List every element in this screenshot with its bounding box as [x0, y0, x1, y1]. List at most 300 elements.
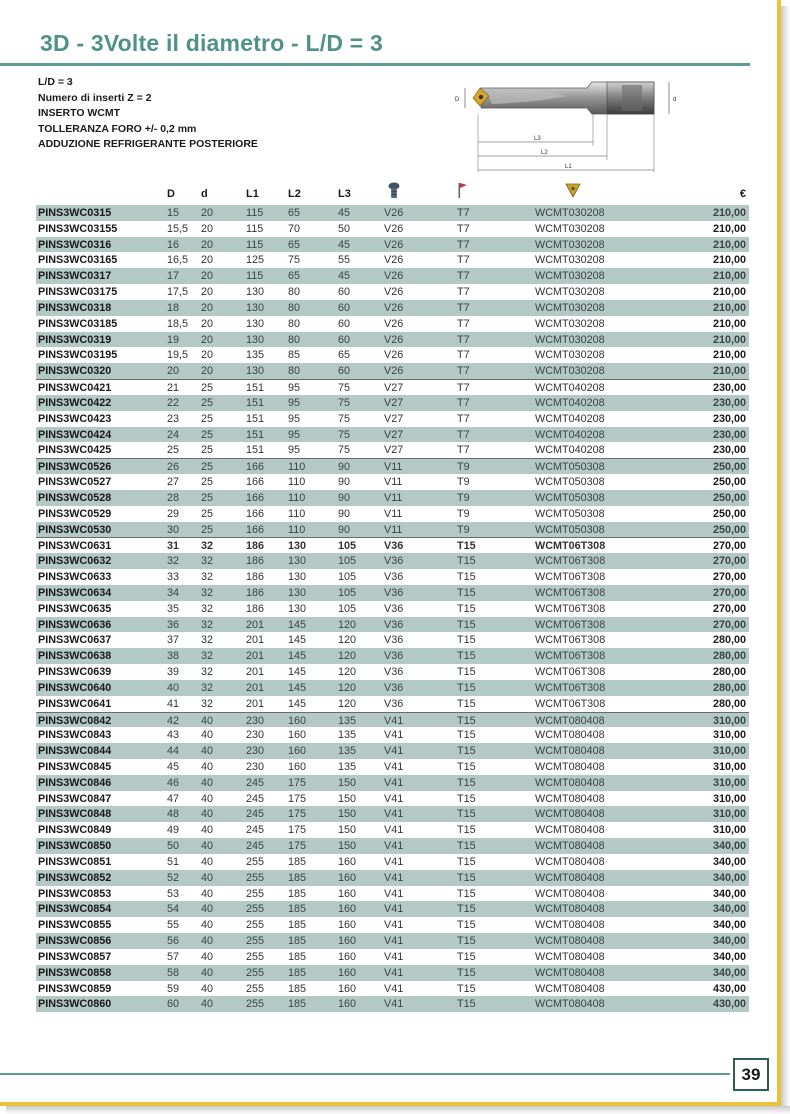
cell-l1: 135 [246, 349, 265, 362]
cell-d: 20 [201, 270, 214, 283]
cell-price: 210,00 [712, 301, 746, 314]
dim-label-l1: L1 [565, 164, 572, 170]
col-header-d: d [201, 188, 208, 200]
cell-insert: WCMT040208 [535, 396, 605, 409]
cell-price: 250,00 [712, 491, 746, 504]
cell-code: PINS3WC0846 [38, 776, 112, 789]
cell-insert: WCMT080408 [535, 840, 605, 853]
cell-screw: V41 [384, 966, 404, 979]
table-row [36, 316, 749, 332]
cell-key: T15 [457, 681, 476, 694]
cell-price: 250,00 [712, 507, 746, 520]
cell-insert: WCMT06T308 [535, 650, 606, 663]
cell-l1: 151 [246, 444, 265, 457]
cell-code: PINS3WC0634 [38, 586, 112, 599]
cell-price: 230,00 [712, 428, 746, 441]
cell-d: 40 [201, 935, 214, 948]
cell-insert: WCMT040208 [535, 382, 605, 395]
cell-code: PINS3WC0849 [38, 824, 112, 837]
spec-line: INSERTO WCMT [38, 107, 121, 120]
cell-l2: 160 [288, 729, 307, 742]
cell-d: 45 [167, 760, 180, 773]
cell-l3: 120 [338, 650, 357, 663]
cell-l3: 75 [338, 396, 351, 409]
cell-code: PINS3WC0320 [38, 365, 112, 378]
cell-price: 340,00 [712, 950, 746, 963]
cell-l1: 166 [246, 476, 265, 489]
insert-icon [565, 183, 581, 198]
cell-key: T15 [457, 776, 476, 789]
cell-l1: 115 [246, 207, 264, 219]
cell-screw: V41 [384, 982, 404, 995]
cell-price: 280,00 [712, 697, 746, 710]
cell-d: 40 [201, 887, 214, 900]
table-row [36, 553, 749, 569]
cell-code: PINS3WC0637 [38, 634, 112, 647]
title-divider [0, 63, 750, 66]
table-row [36, 347, 749, 363]
spec-line: TOLLERANZA FORO +/- 0,2 mm [38, 122, 197, 135]
cell-screw: V27 [384, 444, 404, 457]
cell-price: 340,00 [712, 871, 746, 884]
cell-d: 25 [201, 428, 214, 441]
cell-screw: V41 [384, 792, 404, 805]
cell-screw: V36 [384, 666, 404, 679]
cell-l3: 135 [338, 729, 357, 742]
page-number: 39 [733, 1058, 769, 1091]
cell-key: T15 [457, 586, 476, 599]
cell-key: T7 [457, 270, 470, 283]
cell-insert: WCMT080408 [535, 887, 605, 900]
cell-key: T7 [457, 444, 470, 457]
cell-d: 15,5 [167, 222, 189, 235]
cell-l2: 175 [288, 792, 307, 805]
cell-d: 40 [201, 840, 214, 853]
cell-d: 47 [167, 792, 180, 805]
cell-l1: 130 [246, 286, 265, 299]
cell-key: T15 [457, 903, 476, 916]
cell-l1: 115 [246, 270, 264, 283]
cell-d: 20 [167, 365, 180, 378]
cell-code: PINS3WC0632 [38, 555, 112, 568]
table-row [36, 237, 749, 253]
cell-l3: 105 [338, 602, 357, 615]
cell-l2: 75 [288, 254, 301, 267]
cell-l3: 160 [338, 919, 357, 932]
cell-key: T7 [457, 365, 470, 378]
cell-d: 25 [201, 507, 214, 520]
cell-l2: 130 [288, 555, 307, 568]
cell-l3: 75 [338, 444, 351, 457]
cell-d: 32 [201, 571, 214, 584]
cell-insert: WCMT080408 [535, 966, 605, 979]
table-row [36, 617, 749, 633]
spec-line: Numero di inserti Z = 2 [38, 91, 152, 104]
cell-screw: V27 [384, 396, 404, 409]
cell-key: T7 [457, 222, 470, 235]
cell-d: 40 [201, 919, 214, 932]
cell-screw: V41 [384, 887, 404, 900]
cell-l2: 80 [288, 365, 301, 378]
cell-l2: 130 [288, 540, 307, 553]
cell-price: 310,00 [712, 745, 746, 758]
table-row [36, 395, 749, 411]
cell-code: PINS3WC0639 [38, 666, 112, 679]
cell-d: 60 [167, 998, 180, 1011]
cell-key: T7 [457, 412, 470, 425]
table-row [36, 696, 749, 712]
cell-l1: 245 [246, 824, 265, 837]
cell-l3: 45 [338, 270, 351, 283]
cell-screw: V36 [384, 634, 404, 647]
cell-insert: WCMT080408 [535, 950, 605, 963]
cell-insert: WCMT080408 [535, 935, 605, 948]
spec-line: L/D = 3 [38, 76, 73, 88]
cell-l1: 255 [246, 887, 265, 900]
cell-price: 250,00 [712, 523, 746, 536]
cell-key: T15 [457, 745, 476, 758]
cell-insert: WCMT030208 [535, 222, 605, 235]
cell-code: PINS3WC0423 [38, 412, 112, 425]
cell-code: PINS3WC0857 [38, 950, 112, 963]
cell-insert: WCMT080408 [535, 871, 605, 884]
cell-l2: 80 [288, 301, 301, 314]
cell-code: PINS3WC0317 [38, 270, 112, 283]
cell-l2: 80 [288, 333, 301, 346]
cell-insert: WCMT030208 [535, 301, 605, 314]
cell-l2: 145 [288, 650, 307, 663]
table-row [36, 806, 749, 822]
cell-d: 52 [167, 871, 180, 884]
cell-l2: 70 [288, 222, 301, 235]
cell-l2: 185 [288, 919, 307, 932]
cell-key: T15 [457, 982, 476, 995]
table-row [36, 522, 749, 538]
cell-price: 210,00 [712, 238, 746, 251]
cell-screw: V36 [384, 586, 404, 599]
cell-l1: 186 [246, 571, 265, 584]
cell-price: 430,00 [712, 998, 746, 1011]
table-row [36, 363, 749, 379]
cell-d: 21 [167, 382, 180, 395]
cell-l3: 105 [338, 540, 357, 553]
cell-price: 340,00 [712, 903, 746, 916]
cell-price: 270,00 [712, 540, 746, 553]
page-shadow-right [781, 6, 790, 1114]
cell-screw: V41 [384, 919, 404, 932]
cell-d: 40 [201, 729, 214, 742]
cell-price: 250,00 [712, 461, 746, 474]
cell-d: 40 [201, 745, 214, 758]
cell-price: 230,00 [712, 396, 746, 409]
col-header-L1: L1 [246, 188, 259, 200]
table-row [36, 268, 749, 284]
cell-l1: 130 [246, 301, 265, 314]
cell-l3: 160 [338, 903, 357, 916]
cell-insert: WCMT050308 [535, 491, 605, 504]
table-row [36, 917, 749, 933]
cell-code: PINS3WC0318 [38, 301, 112, 314]
cell-price: 340,00 [712, 966, 746, 979]
cell-screw: V41 [384, 950, 404, 963]
table-row [36, 933, 749, 949]
cell-d: 32 [201, 634, 214, 647]
cell-l3: 75 [338, 412, 351, 425]
cell-price: 210,00 [712, 286, 746, 299]
cell-screw: V41 [384, 760, 404, 773]
cell-l1: 255 [246, 855, 265, 868]
cell-d: 20 [201, 333, 214, 346]
cell-l2: 175 [288, 808, 307, 821]
cell-d: 20 [201, 349, 214, 362]
cell-insert: WCMT030208 [535, 286, 605, 299]
cell-screw: V11 [384, 476, 403, 489]
cell-l2: 130 [288, 571, 307, 584]
cell-l2: 110 [288, 523, 306, 536]
cell-insert: WCMT06T308 [535, 540, 606, 553]
cell-insert: WCMT030208 [535, 270, 605, 283]
cell-l2: 145 [288, 681, 307, 694]
cell-d: 20 [201, 207, 214, 219]
cell-l2: 95 [288, 382, 301, 395]
cell-insert: WCMT030208 [535, 207, 605, 219]
cell-screw: V36 [384, 618, 404, 631]
cell-d: 32 [201, 555, 214, 568]
cell-screw: V26 [384, 349, 404, 362]
cell-d: 32 [167, 555, 180, 568]
cell-insert: WCMT030208 [535, 333, 605, 346]
cell-key: T7 [457, 301, 470, 314]
cell-screw: V41 [384, 903, 404, 916]
cell-d: 32 [201, 697, 214, 710]
cell-l3: 90 [338, 461, 351, 474]
cell-key: T15 [457, 824, 476, 837]
cell-insert: WCMT080408 [535, 729, 605, 742]
cell-l1: 230 [246, 760, 265, 773]
cell-code: PINS3WC0631 [38, 540, 112, 553]
cell-code: PINS3WC0635 [38, 602, 112, 615]
cell-screw: V41 [384, 871, 404, 884]
cell-key: T15 [457, 602, 476, 615]
cell-l3: 60 [338, 286, 351, 299]
cell-l3: 105 [338, 555, 357, 568]
cell-d: 54 [167, 903, 180, 916]
cell-l3: 160 [338, 871, 357, 884]
cell-key: T9 [457, 491, 470, 504]
cell-l3: 160 [338, 966, 357, 979]
cell-insert: WCMT06T308 [535, 571, 606, 584]
cell-d: 40 [201, 808, 214, 821]
cell-d: 25 [201, 476, 214, 489]
cell-insert: WCMT06T308 [535, 602, 606, 615]
cell-l1: 201 [246, 618, 265, 631]
table-row [36, 569, 749, 585]
cell-d: 32 [201, 540, 214, 553]
cell-d: 56 [167, 935, 180, 948]
cell-l3: 50 [338, 222, 351, 235]
table-row [36, 490, 749, 506]
cell-d: 20 [201, 317, 214, 330]
cell-screw: V36 [384, 650, 404, 663]
cell-code: PINS3WC0316 [38, 238, 112, 251]
cell-l3: 60 [338, 301, 351, 314]
cell-screw: V41 [384, 714, 404, 727]
cell-l3: 135 [338, 745, 357, 758]
cell-key: T15 [457, 966, 476, 979]
cell-code: PINS3WC0847 [38, 792, 112, 805]
cell-price: 210,00 [712, 270, 746, 283]
cell-key: T15 [457, 714, 476, 727]
cell-code: PINS3WC0638 [38, 650, 112, 663]
cell-d: 34 [167, 586, 180, 599]
col-header-L3: L3 [338, 188, 351, 200]
cell-key: T9 [457, 461, 470, 474]
table-row [36, 664, 749, 680]
cell-screw: V36 [384, 697, 404, 710]
cell-key: T7 [457, 286, 470, 299]
cell-l2: 145 [288, 634, 307, 647]
cell-l1: 201 [246, 650, 265, 663]
cell-l2: 145 [288, 666, 307, 679]
cell-d: 40 [201, 855, 214, 868]
cell-key: T7 [457, 428, 470, 441]
cell-screw: V27 [384, 412, 404, 425]
cell-l1: 201 [246, 697, 265, 710]
cell-l3: 105 [338, 586, 357, 599]
table-row [36, 474, 749, 490]
cell-l3: 150 [338, 808, 357, 821]
cell-code: PINS3WC0860 [38, 998, 112, 1011]
cell-l2: 185 [288, 966, 307, 979]
cell-insert: WCMT040208 [535, 428, 605, 441]
cell-code: PINS3WC0850 [38, 840, 112, 853]
cell-d: 40 [201, 982, 214, 995]
cell-d: 40 [201, 998, 214, 1011]
cell-d: 20 [201, 238, 214, 251]
page-shadow-bottom [6, 1106, 790, 1114]
cell-l2: 95 [288, 396, 301, 409]
cell-key: T7 [457, 349, 470, 362]
cell-insert: WCMT080408 [535, 824, 605, 837]
cell-d: 57 [167, 950, 180, 963]
cell-l1: 255 [246, 919, 265, 932]
cell-d: 32 [201, 666, 214, 679]
cell-screw: V41 [384, 998, 404, 1011]
cell-price: 270,00 [712, 602, 746, 615]
cell-screw: V26 [384, 286, 404, 299]
cell-l2: 80 [288, 317, 301, 330]
cell-insert: WCMT06T308 [535, 666, 606, 679]
cell-code: PINS3WC0848 [38, 808, 112, 821]
cell-price: 270,00 [712, 586, 746, 599]
cell-d: 19,5 [167, 349, 189, 362]
cell-insert: WCMT040208 [535, 412, 605, 425]
cell-key: T15 [457, 760, 476, 773]
cell-insert: WCMT080408 [535, 745, 605, 758]
dim-label-d-lower: d [673, 97, 677, 103]
table-row [36, 252, 749, 268]
col-header-price: € [739, 188, 746, 200]
cell-code: PINS3WC0851 [38, 855, 112, 868]
cell-insert: WCMT030208 [535, 365, 605, 378]
cell-l3: 160 [338, 935, 357, 948]
cell-l1: 245 [246, 840, 265, 853]
cell-screw: V26 [384, 238, 404, 251]
cell-l1: 130 [246, 317, 265, 330]
cell-price: 310,00 [712, 714, 746, 727]
cell-screw: V41 [384, 855, 404, 868]
table-row [36, 886, 749, 902]
cell-code: PINS3WC0530 [38, 523, 112, 536]
cell-l1: 255 [246, 903, 265, 916]
cell-d: 58 [167, 966, 180, 979]
table-row [36, 300, 749, 316]
cell-code: PINS3WC0424 [38, 428, 112, 441]
cell-l3: 150 [338, 840, 357, 853]
cell-price: 210,00 [712, 349, 746, 362]
cell-price: 270,00 [712, 571, 746, 584]
cell-screw: V36 [384, 555, 404, 568]
cell-d: 40 [201, 792, 214, 805]
dim-label-l2: L2 [541, 150, 548, 156]
cell-l1: 125 [246, 254, 265, 267]
dim-label-l3: L3 [534, 136, 541, 142]
cell-l3: 160 [338, 950, 357, 963]
table-row [36, 981, 749, 997]
table-row [36, 712, 749, 728]
cell-l2: 110 [288, 476, 306, 489]
cell-l1: 230 [246, 729, 265, 742]
cell-l3: 75 [338, 382, 351, 395]
cell-price: 430,00 [712, 982, 746, 995]
cell-d: 30 [167, 523, 180, 536]
cell-l2: 185 [288, 855, 307, 868]
cell-d: 44 [167, 745, 180, 758]
cell-l1: 255 [246, 871, 265, 884]
cell-l1: 255 [246, 966, 265, 979]
cell-price: 310,00 [712, 824, 746, 837]
cell-code: PINS3WC0529 [38, 507, 112, 520]
cell-price: 340,00 [712, 855, 746, 868]
cell-d: 15 [167, 207, 180, 219]
cell-l3: 160 [338, 982, 357, 995]
cell-d: 29 [167, 507, 180, 520]
cell-d: 49 [167, 824, 180, 837]
cell-price: 230,00 [712, 382, 746, 395]
table-row [36, 870, 749, 886]
cell-key: T9 [457, 507, 470, 520]
table-row [36, 427, 749, 443]
table-row [36, 585, 749, 601]
cell-d: 40 [201, 903, 214, 916]
cell-d: 40 [167, 681, 180, 694]
cell-code: PINS3WC0319 [38, 333, 112, 346]
cell-screw: V26 [384, 222, 404, 235]
cell-screw: V41 [384, 808, 404, 821]
cell-d: 59 [167, 982, 180, 995]
cell-insert: WCMT050308 [535, 461, 605, 474]
cell-key: T7 [457, 254, 470, 267]
cell-l3: 120 [338, 666, 357, 679]
cell-l3: 135 [338, 714, 357, 727]
cell-insert: WCMT080408 [535, 776, 605, 789]
cell-screw: V11 [384, 523, 403, 536]
table-row [36, 949, 749, 965]
cell-d: 40 [201, 714, 214, 727]
cell-price: 210,00 [712, 254, 746, 267]
cell-l3: 135 [338, 760, 357, 773]
cell-screw: V26 [384, 270, 404, 283]
